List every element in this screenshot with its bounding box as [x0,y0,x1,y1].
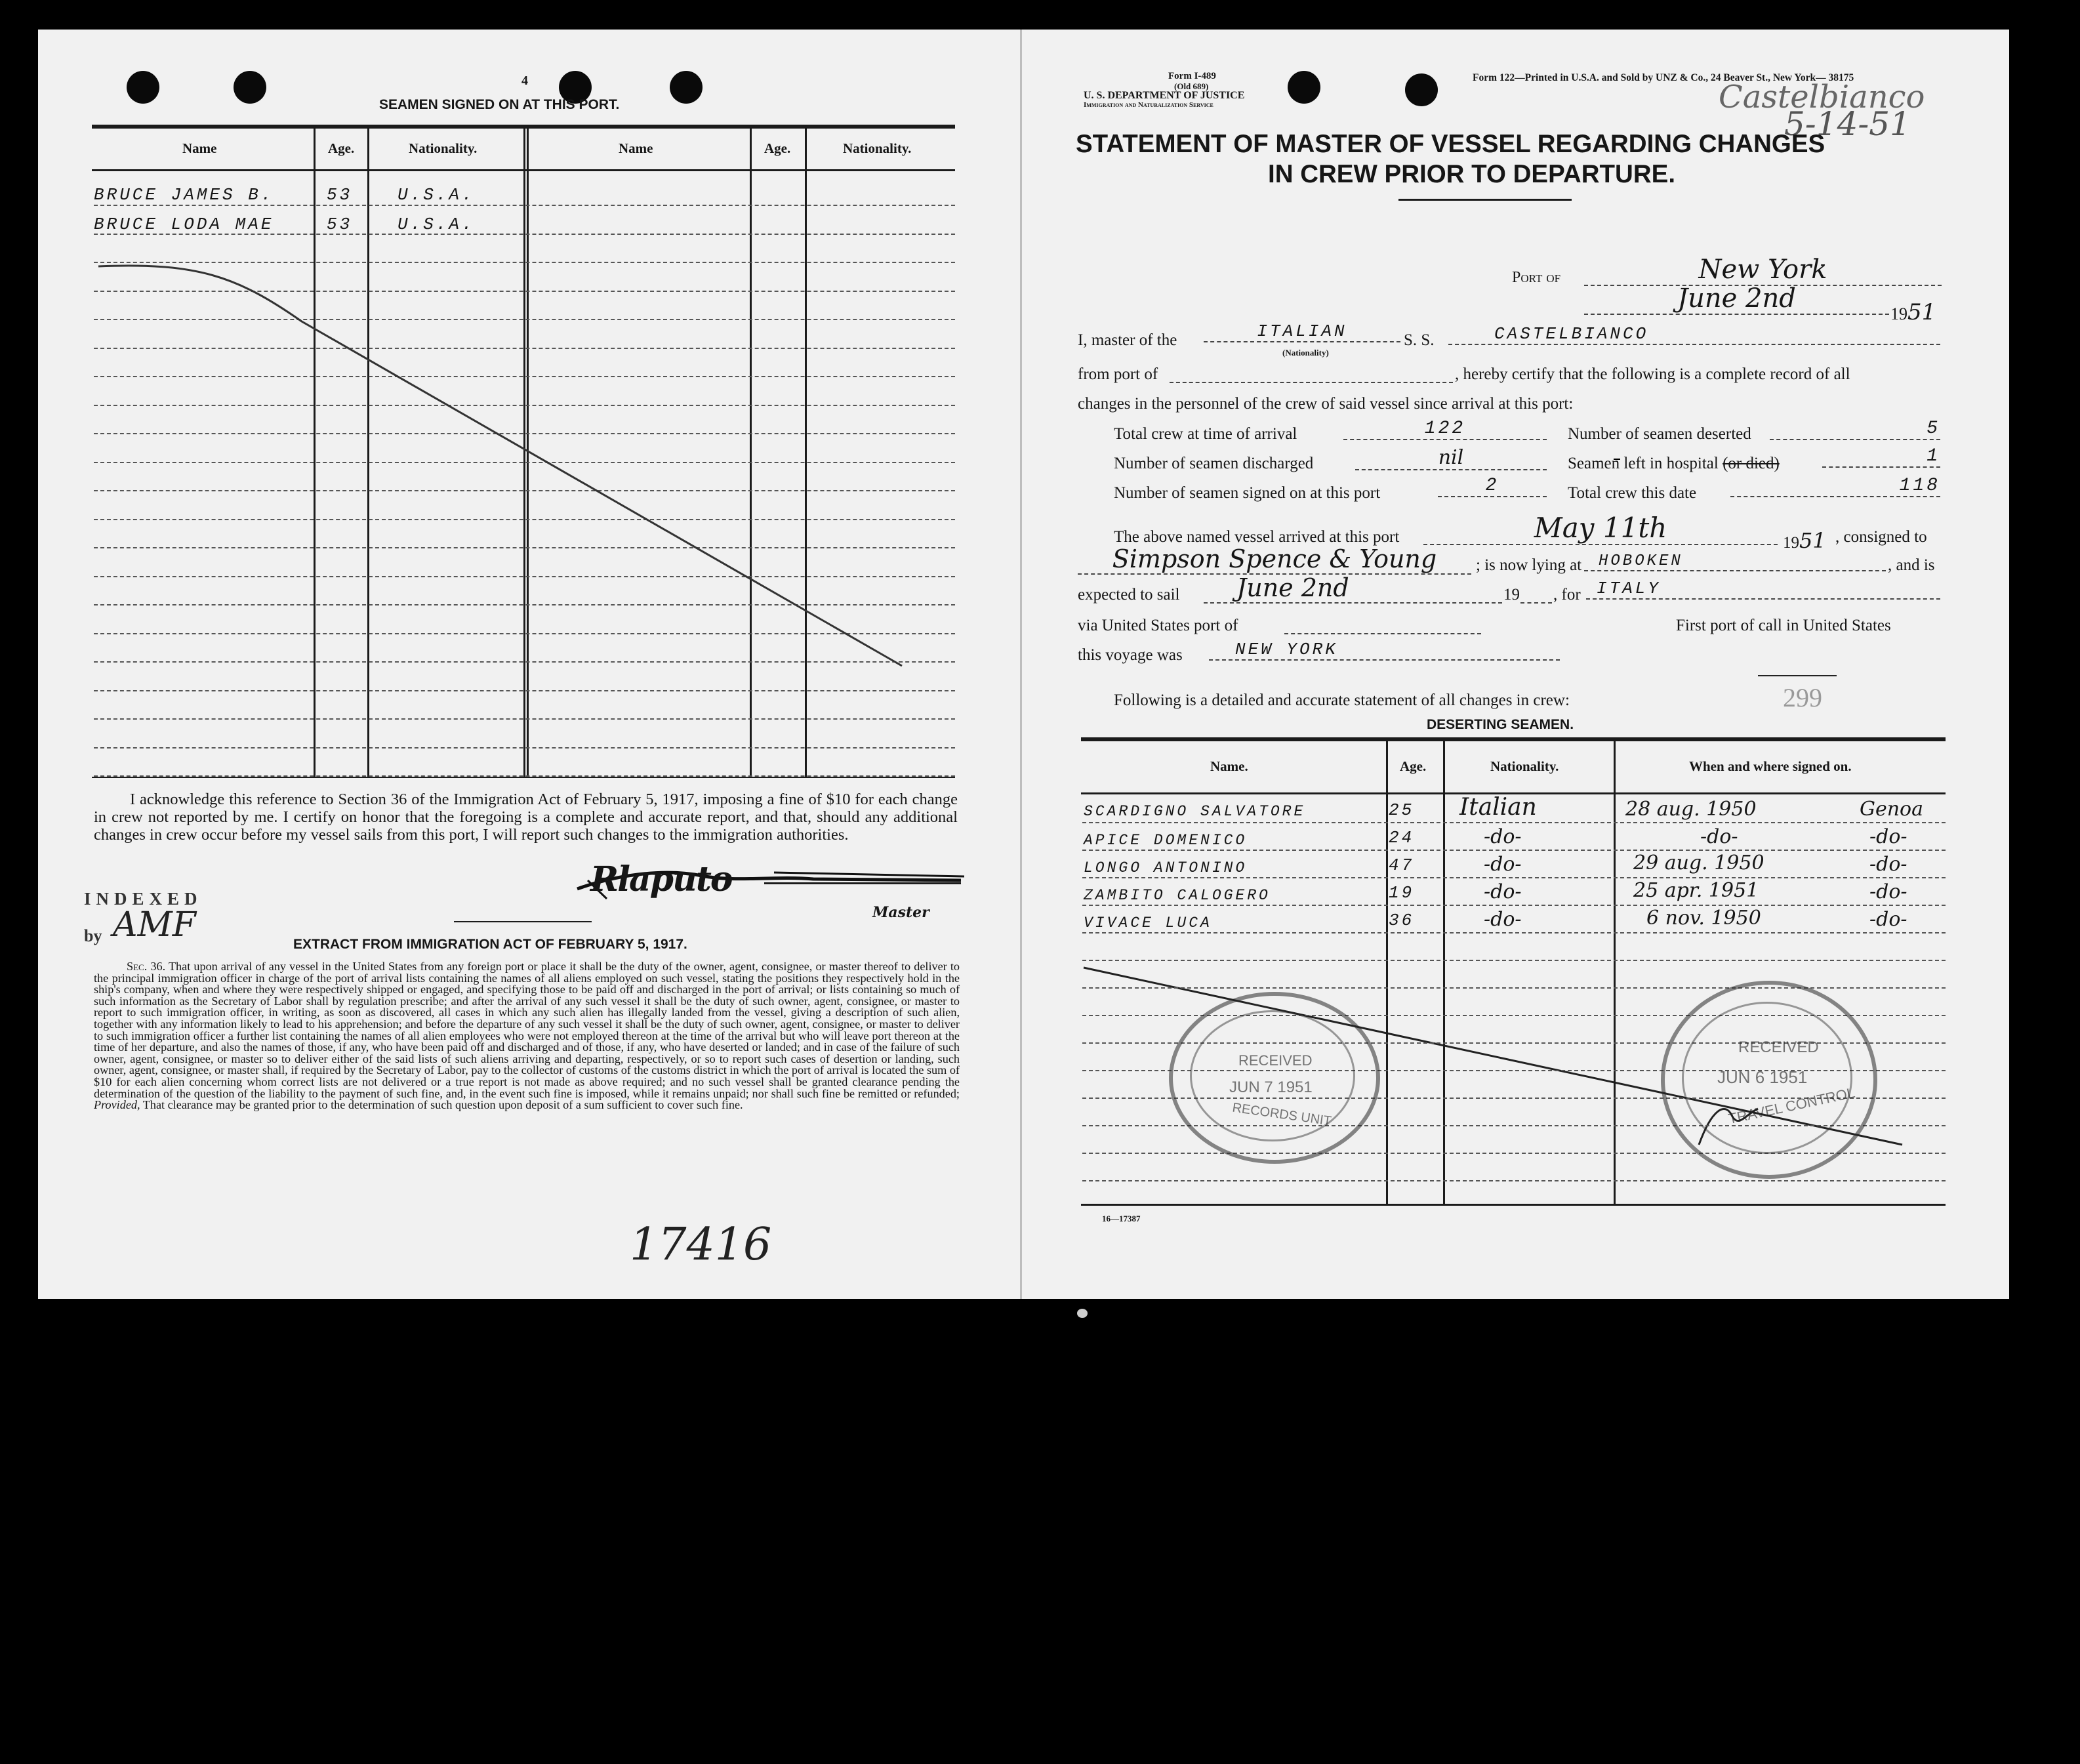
deserter-nationality: Italian [1459,794,1537,821]
deserting-col-divider [1443,741,1445,1205]
discharged-label: Number of seamen discharged [1114,455,1314,472]
extract-provided: Provided, [94,1098,140,1112]
deserter-nationality: -do- [1484,880,1522,903]
ss-label: S. S. [1404,331,1435,349]
deserter-where: -do- [1869,853,1907,876]
total-crew-arrival-label: Total crew at time of arrival [1114,425,1297,443]
indexed-by: by [84,926,102,945]
deserter-where: -do- [1869,825,1907,848]
debris-speck [1077,1309,1088,1318]
signed-on-age: 53 [327,185,353,205]
first-port-label: First port of call in United States [1676,617,1891,634]
arrived-year [1783,528,1826,553]
destination-value: ITALY [1586,579,1940,600]
year [1890,299,1936,325]
extract-tail: That clearance may be granted prior to the determination of such question upon deposit of a sum sufficient to cover such fine. [142,1098,743,1112]
signed-on-value: 2 [1438,476,1547,497]
year-suffix: 51 [1907,299,1936,325]
deserter-age: 19 [1389,883,1415,903]
indexed-stamp: INDEXED [84,889,203,909]
col-header-age: Age. [764,140,791,156]
for-label: , for [1553,586,1581,604]
received-stamp [1169,992,1380,1164]
extract-rule [454,921,592,922]
ship-name: CASTELBIANCO [1448,324,1940,345]
deserter-age: 25 [1389,800,1415,820]
hospital-text: Seamen left in hospital [1568,455,1719,472]
via-label: via United States port of [1078,617,1238,634]
deserting-col-age: Age. [1400,758,1427,774]
certify-text: , hereby certify that the following is a complete record of all [1455,365,1850,383]
deserter-nationality: -do- [1484,853,1522,876]
deserter-where: -do- [1869,908,1907,931]
deserting-bottom-rule [1081,1204,1946,1206]
col-header-nationality: Nationality. [843,140,912,156]
deserted-label: Number of seamen deserted [1568,425,1751,443]
deserter-nationality: -do- [1484,908,1522,931]
total-crew-arrival: 122 [1343,419,1547,440]
deserter-when: 28 aug. 1950 [1625,798,1757,821]
deserter-when: 6 nov. 1950 [1646,907,1761,930]
extract-body [94,961,960,1111]
master-label: Master [872,904,929,921]
total-now-value: 118 [1730,476,1940,497]
via-value [1284,633,1481,634]
deserter-where: Genoa [1860,798,1923,821]
deserting-col-when: When and where signed on. [1689,758,1852,774]
expected-year-blank [1520,602,1552,604]
following-text: Following is a detailed and accurate statement of all changes in crew: [1114,691,1570,709]
port-label: Port of [1512,269,1561,286]
service: Immigration and Naturalization Service [1084,101,1213,109]
indexed-initials: AMF [113,905,196,945]
sec-label: Sec. 36. [127,960,166,973]
arrived-year-prefix: 19 [1783,534,1799,552]
col-header-age: Age. [328,140,355,156]
and-is-label: , and is [1888,556,1935,574]
nationality-caption: (Nationality) [1282,348,1329,358]
annotation-vessel: Castelbianco [1719,79,1925,115]
signed-on-name: BRUCE LODA MAE [94,215,274,234]
hospital-value: 1 [1822,446,1940,468]
stamp-received-text: RECEIVED [1738,1038,1819,1056]
stamp-date: JUN 6 1951 [1717,1067,1808,1087]
hospital-label [1568,455,1780,473]
deserter-when: 25 apr. 1951 [1633,879,1759,902]
row-line [1082,905,1946,906]
year-prefix: 19 [1890,304,1907,323]
from-port-label: from port of [1078,365,1158,383]
page-stamp-number: 299 [1783,683,1822,712]
total-now-label: Total crew this date [1568,484,1697,502]
expected-label: expected to sail [1078,586,1180,604]
row-line [1082,987,1946,989]
stamp-date: JUN 7 1951 [1229,1078,1313,1096]
signed-on-label: Number of seamen signed on at this port [1114,484,1381,502]
deserter-when: -do- [1700,825,1738,848]
row-line [1082,877,1946,878]
deserter-nationality: -do- [1484,825,1522,848]
row-line [1082,822,1946,823]
deserter-age: 47 [1389,855,1415,875]
expected-value: June 2nd [1204,573,1502,604]
row-line [1082,932,1946,933]
deserter-age: 36 [1389,911,1415,930]
printer-line: Form 122—Printed in U.S.A. and Sold by UNZ & Co., 24 Beaver St., New York— 38175 [1473,72,1854,83]
deserting-col-divider [1614,741,1616,1205]
stamp-sub: RECORDS UNIT [1231,1100,1333,1129]
changes-text: changes in the personnel of the crew of said vessel since arrival at this port: [1078,395,1574,413]
master-signature: Rlaputo [590,859,732,899]
signed-on-nationality: U.S.A. [398,185,475,205]
deserter-age: 24 [1389,828,1415,848]
received-stamp [1661,981,1877,1179]
signed-on-age: 53 [327,215,353,234]
deserter-name: VIVACE LUCA [1084,914,1212,932]
department: U. S. DEPARTMENT OF JUSTICE [1084,90,1245,101]
footer-code: 16—17387 [1102,1214,1141,1223]
deserter-name: SCARDIGNO SALVATORE [1084,803,1306,820]
form-number: Form I-489 [1168,71,1216,81]
master-of-label: I, master of the [1078,331,1177,349]
this-voyage-label: this voyage was [1078,646,1183,664]
deserter-name: APICE DOMENICO [1084,832,1248,849]
col-header-name: Name [182,140,217,156]
stamp-sub: TRAVEL CONTROL [1726,1084,1857,1128]
row-line [1082,1180,1946,1181]
signed-on-nationality: U.S.A. [398,215,475,234]
signature-line [764,882,961,884]
deserted-value: 5 [1770,419,1940,440]
stamp-received-text: RECEIVED [1238,1052,1313,1069]
consignee-value: Simpson Spence & Young [1078,544,1471,575]
acknowledgement-text: I acknowledge this reference to Section 36 of the Immigration Act of February 5, 1917, imposing a fine of $10 for each change in crew not reported by me. I certify on honor that the foregoing is a complete and accurate report, and that, should any additional changes in crew occur before my vessel sails from this port, I will report such changes to the immigration authorities. [94,790,958,844]
handwritten-number: 17416 [630,1219,772,1271]
from-port-value [1170,382,1453,383]
deserter-name: LONGO ANTONINO [1084,859,1248,876]
section-title: SEAMEN SIGNED ON AT THIS PORT. [379,97,620,112]
deserter-where: -do- [1869,880,1907,903]
title-rule [1398,199,1572,201]
first-port-value: NEW YORK [1209,640,1560,661]
lying-label: ; is now lying at [1476,556,1582,574]
deserting-top-rule [1081,737,1946,741]
old-number: (Old 689) [1174,81,1209,91]
deserting-col-nationality: Nationality. [1490,758,1559,774]
arrived-year-suffix: 51 [1799,528,1826,553]
row-line [1082,850,1946,851]
deserter-name: ZAMBITO CALOGERO [1084,887,1271,904]
deserting-title: DESERTING SEAMEN. [1427,717,1574,732]
page-number: 4 [521,73,528,88]
hospital-struck: (or died) [1723,455,1780,472]
signed-on-name: BRUCE JAMES B. [94,185,274,205]
expected-year: 19 [1503,586,1520,604]
discharged-value: nil [1355,446,1547,470]
extract-title: EXTRACT FROM IMMIGRATION ACT OF FEBRUARY 5, 1917. [293,937,687,952]
col-header-nationality: Nationality. [409,140,478,156]
port-value: New York [1584,255,1942,286]
deserting-col-divider [1386,741,1388,1205]
arrived-label: The above named vessel arrived at this port [1114,528,1400,546]
deserting-col-name: Name. [1210,758,1248,774]
arrived-value: May 11th [1423,512,1778,545]
lying-value: HOBOKEN [1584,552,1886,571]
date-value: June 2nd [1584,283,1889,315]
nationality-value: ITALIAN [1204,321,1400,342]
row-line [1082,960,1946,961]
annotation-date: 5-14-51 [1784,105,1911,143]
extract-text: That upon arrival of any vessel in the United States from any foreign port or place it shall be the duty of the owner, agent, consignee, or master thereof to deliver to the principal immigration officer in charge of the port of arrival lists containing the names of all aliens employed on such vessel, stating the positions they respectively hold in the ship's company, when and where they were respectively shipped or engaged, and specifying those to be paid off and discharged in the port of arrival; or lists containing so much of such information as the Secretary of Labor shall by regulation prescribe; and after the arrival of any such vessel it shall be the duty of such owner, agent, consignee, or master to report to such immigration officer, in writing, as soon as discovered, all cases in which any such alien has illegally landed from the vessel, giving a description of such alien, together with any information likely to lead to his apprehension; and before the departure of any such vessel it shall be the duty of such owner, agent, consignee, or master to deliver to such immigration officer a further list containing the names of all alien employees who were not employed thereon at the time of the arrival but who will leave port thereon at the time of her departure, and also the names of those, if any, who have been paid off and discharged and of those, if any, who have deserted or landed; and in case of the failure of such owner, agent, consignee, or master so to deliver either of the said lists of such aliens arriving and departing, respectively, or so to report such cases of desertion or landing, such owner, agent, consignee, or master shall, if required by the Secretary of Labor, pay to the collector of customs of the customs district in which the port of arrival is located the sum of $10 for each alien concerning whom correct lists are not delivered or a true report is not made as above required; and no such vessel shall be granted clearance pending the determination of the question of the liability to the payment of such fine, and, in the event such fine is imposed, while it remains unpaid; nor shall such fine be remitted or refunded; [94,960,960,1100]
deserter-when: 29 aug. 1950 [1633,851,1764,874]
consigned-label: , consigned to [1835,528,1927,546]
col-header-name: Name [619,140,653,156]
form-title-line2: IN CREW PRIOR TO DEPARTURE. [1268,160,1676,188]
form-title-line1: STATEMENT OF MASTER OF VESSEL REGARDING CHANGES [1076,130,1825,158]
